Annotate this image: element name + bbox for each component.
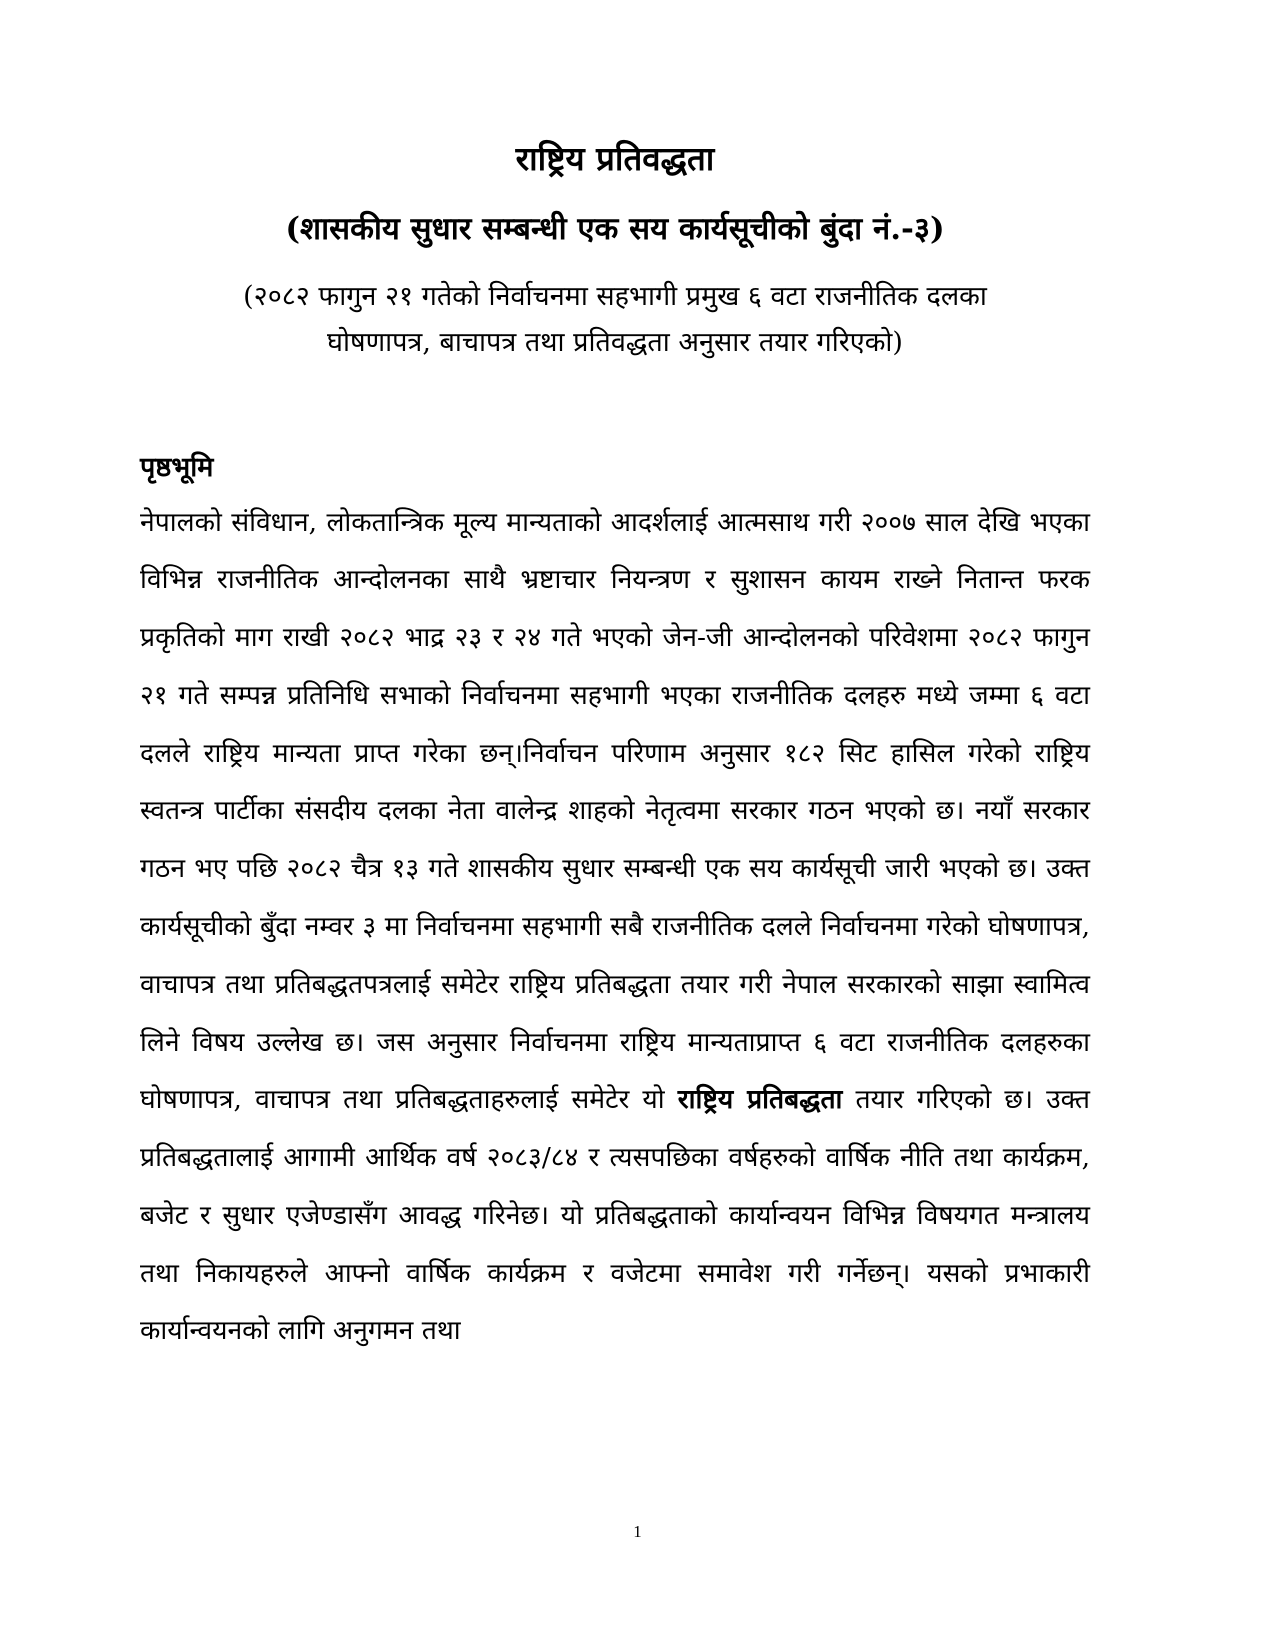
page-number: 1	[633, 1522, 642, 1541]
header-note	[140, 274, 1090, 367]
paragraph-text-before-bold: नेपालको संविधान, लोकतान्त्रिक मूल्य मान्यताको आदर्शलाई आत्मसाथ गरी २००७ साल देखि भएका विभिन्न राजनीतिक आन्दोलनका साथै भ्रष्टाचार नियन्त्रण र सुशासन कायम राख्ने नितान्त फरक प्रकृतिको माग राखी २०८२ भाद्र २३ र २४ गते भएको जेन-जी आन्दोलनको परिवेशमा २०८२ फागुन २१ गते सम्पन्न प्रतिनिधि सभाको निर्वाचनमा सहभागी भएका राजनीतिक दलहरु मध्ये जम्मा ६ वटा दलले राष्ट्रिय मान्यता प्राप्त गरेका छन्।निर्वाचन परिणाम अनुसार १८२ सिट हासिल गरेको राष्ट्रिय स्वतन्त्र पार्टीका संसदीय दलका नेता वालेन्द्र शाहको नेतृत्वमा सरकार गठन भएको छ। नयाँ सरकार गठन भए पछि २०८२ चैत्र १३ गते शासकीय सुधार सम्बन्धी एक सय कार्यसूची जारी भएको छ। उक्त कार्यसूचीको बुँदा नम्वर ३ मा निर्वाचनमा सहभागी सबै राजनीतिक दलले निर्वाचनमा गरेको घोषणापत्र, वाचापत्र तथा प्रतिबद्धतपत्रलाई समेटेर राष्ट्रिय प्रतिबद्धता तयार गरी नेपाल सरकारको साझा स्वामित्व लिने विषय उल्लेख छ। जस अनुसार निर्वाचनमा राष्ट्रिय मान्यताप्राप्त ६ वटा राजनीतिक दलहरुका घोषणापत्र, वाचापत्र तथा प्रतिबद्धताहरुलाई समेटेर यो	[140, 506, 1090, 1116]
document-title: राष्ट्रिय प्रतिवद्धता	[515, 139, 715, 178]
document-subtitle: (शासकीय सुधार सम्बन्धी एक सय कार्यसूचीको बुंदा नं.-३)	[285, 210, 945, 247]
bold-phrase-national-commitment: राष्ट्रिय प्रतिबद्धता	[677, 1084, 843, 1116]
section-heading-background: पृष्ठभूमि	[140, 451, 214, 483]
paragraph-text-after-bold: तयार गरिएको छ। उक्त प्रतिबद्धतालाई आगामी आर्थिक वर्ष २०८३/८४ र त्यसपछिका वर्षहरुको वार्षिक नीति तथा कार्यक्रम, बजेट र सुधार एजेण्डासँग आवद्ध गरिनेछ। यो प्रतिबद्धताको कार्यान्वयन विभिन्न विषयगत मन्त्रालय तथा निकायहरुले आफ्नो वार्षिक कार्यक्रम र वजेटमा समावेश गरी गर्नेछन्। यसको प्रभाकारी कार्यान्वयनको लागि अनुगमन तथा	[140, 1084, 1090, 1347]
body-paragraph	[140, 494, 1090, 1360]
header-note-line1: (२०८२ फागुन २१ गतेको निर्वाचनमा सहभागी प्रमुख ६ वटा राजनीतिक दलका	[243, 280, 987, 312]
header-note-line2: घोषणापत्र, बाचापत्र तथा प्रतिवद्धता अनुसार तयार गरिएको)	[327, 327, 903, 359]
